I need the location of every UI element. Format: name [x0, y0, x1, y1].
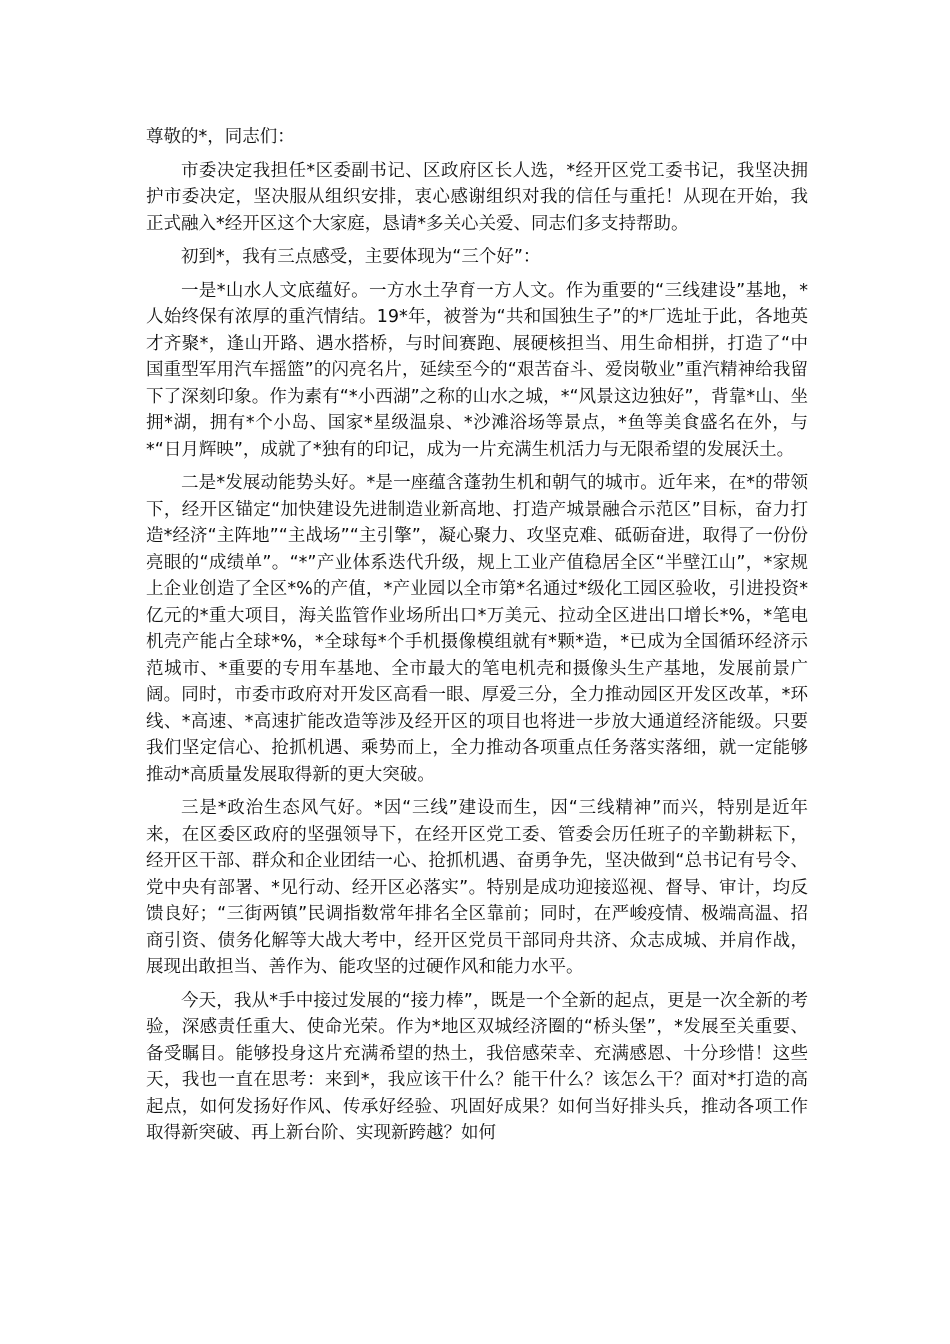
- paragraph-culture: 一是*山水人文底蕴好。一方水土孕育一方人文。作为重要的“三线建设”基地，*人始终保有浓厚的重汽情结。19*年，被誉为“共和国独生子”的*厂选址于此，各地英才齐聚*，逢山开路、遇水搭桥，与时间赛跑、展硬核担当、用生命相拼，打造了“中国重型军用汽车摇篮”的闪亮名片，延续至今的“艰苦奋斗、爱岗敬业”重汽精神给我留下了深刻印象。作为素有“*小西湖”之称的山水之城，*“风景这边独好”，背靠*山、坐拥*湖，拥有*个小岛、国家*星级温泉、*沙滩浴场等景点，*鱼等美食盛名在外，与*“日月辉映”，成就了*独有的印记，成为一片充满生机活力与无限希望的发展沃土。: [146, 280, 808, 460]
- salutation: 尊敬的*，同志们：: [146, 127, 295, 147]
- paragraph-appointment: 市委决定我担任*区委副书记、区政府区长人选，*经开区党工委书记，我坚决拥护市委决定，坚决服从组织安排，衷心感谢组织对我的信任与重托！从现在开始，我正式融入*经开区这个大家庭，恳请*多关心关爱、同志们多支持帮助。: [146, 160, 808, 234]
- paragraph-development: 二是*发展动能势头好。*是一座蕴含蓬勃生机和朝气的城市。近年来，在*的带领下，经开区锚定“加快建设先进制造业新高地、打造产城景融合示范区”目标，奋力打造*经济“主阵地”“主战场”“主引擎”，凝心聚力、攻坚克难、砥砺奋进，取得了一份份亮眼的“成绩单”。“*”产业体系迭代升级，规上工业产值稳居全区“半壁江山”，*家规上企业创造了全区*%的产值，*产业园以全市第*名通过*级化工园区验收，引进投资*亿元的*重大项目，海关监管作业场所出口*万美元、拉动全区进出口增长*%，*笔电机壳产能占全球*%，*全球每*个手机摄像模组就有*颗*造，*已成为全国循环经济示范城市、*重要的专用车基地、全市最大的笔电机壳和摄像头生产基地，发展前景广阔。同时，市委市政府对开发区高看一眼、厚爱三分，全力推动园区开发区改革，*环线、*高速、*高速扩能改造等涉及经开区的项目也将进一步放大通道经济能级。只要我们坚定信心、抢抓机遇、乘势而上，全力推动各项重点任务落实落细，就一定能够推动*高质量发展取得新的更大突破。: [146, 473, 808, 785]
- paragraph-political-ecology: 三是*政治生态风气好。*因“三线”建设而生，因“三线精神”而兴，特别是近年来，在区委区政府的坚强领导下，在经开区党工委、管委会历任班子的辛勤耕耘下，经开区干部、群众和企业团结一心、抢抓机遇、奋勇争先，坚决做到“总书记有号令、党中央有部署、*见行动、经开区必落实”。特别是成功迎接巡视、督导、审计，均反馈良好；“三街两镇”民调指数常年排名全区靠前；同时，在严峻疫情、极端高温、招商引资、债务化解等大战大考中，经开区党员干部同舟共济、众志成城、并肩作战，展现出敢担当、善作为、能攻坚的过硬作风和能力水平。: [146, 798, 808, 977]
- paragraph-three-impressions: 初到*，我有三点感受，主要体现为“三个好”：: [181, 247, 541, 267]
- paragraph-relay-baton: 今天，我从*手中接过发展的“接力棒”，既是一个全新的起点，更是一次全新的考验，深感责任重大、使命光荣。作为*地区双城经济圈的“桥头堡”，*发展至关重要、备受瞩目。能够投身这片充满希望的热土，我倍感荣幸、充满感恩、十分珍惜！这些天，我也一直在思考：来到*，我应该干什么？能干什么？该怎么干？面对*打造的高起点，如何发扬好作风、传承好经验、巩固好成果？如何当好排头兵，推动各项工作取得新突破、再上新台阶、实现新跨越？如何: [146, 990, 808, 1143]
- document-body: [146, 124, 808, 1154]
